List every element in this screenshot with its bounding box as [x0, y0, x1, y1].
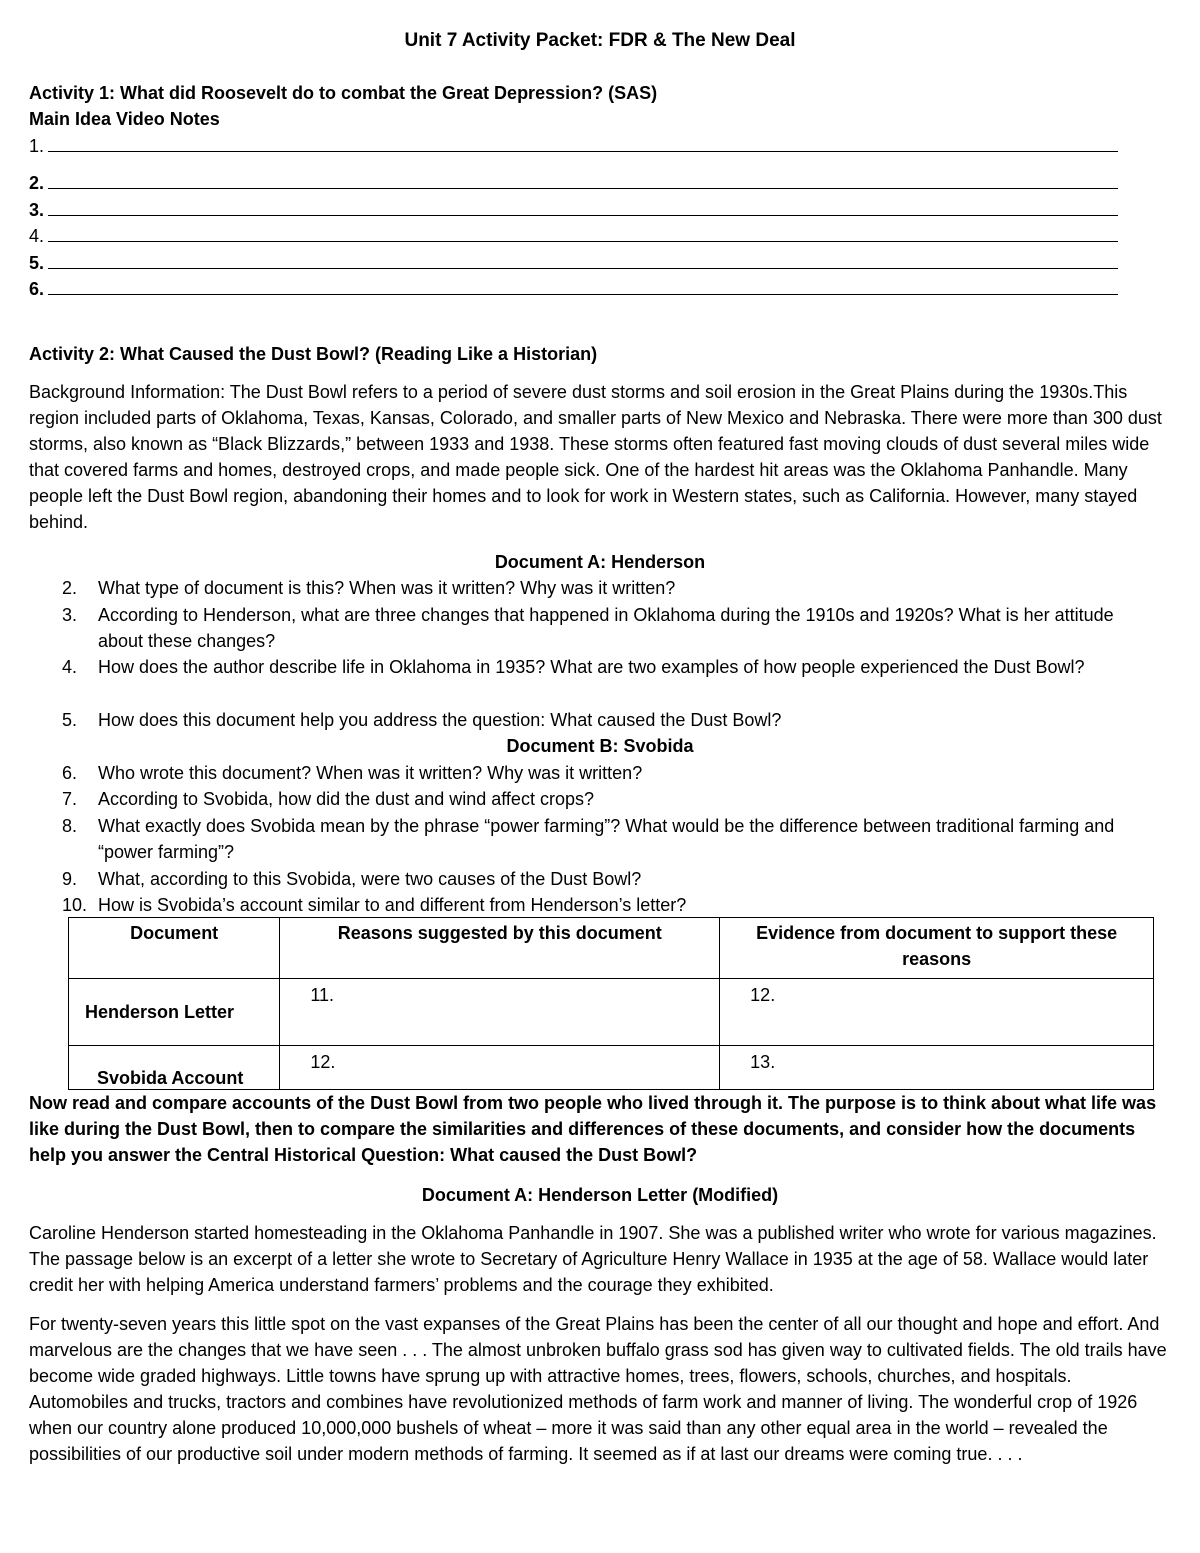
table-row	[69, 1046, 1154, 1090]
row-label: Svobida Account	[69, 1046, 280, 1090]
notes-line-2[interactable]	[29, 170, 1118, 196]
notes-line-4[interactable]	[29, 223, 1118, 249]
answer-cell[interactable]: 12.	[720, 979, 1154, 1046]
table-header-cell: Document	[69, 918, 280, 979]
notes-line-1[interactable]	[29, 133, 1118, 159]
answer-cell[interactable]: 12.	[280, 1046, 720, 1090]
notes-line-3[interactable]	[29, 197, 1118, 223]
answer-cell[interactable]: 13.	[720, 1046, 1154, 1090]
docA-heading: Document A: Henderson	[494, 552, 706, 572]
notes-line-number: 3.	[29, 200, 45, 220]
table-header-row	[69, 918, 1154, 979]
notes-line-5[interactable]	[29, 250, 1118, 276]
table-row	[69, 979, 1154, 1046]
background-paragraph: Background Information: The Dust Bowl refers to a period of severe dust storms and soil erosion in the Great Plains during the 1930s.This region included parts of Oklahoma, Texas, Kansas, Colorado, and smaller parts of New Mexico and Nebraska. There were more than 300 dust storms, also known as “Black Blizzards,” between 1933 and 1938. These storms often featured fast moving clouds of dust several miles wide that covered farms and homes, destroyed crops, and made people sick. One of the hardest hit areas was the Oklahoma Panhandle. Many people left the Dust Bowl region, abandoning their homes and to look for work in Western states, such as California. However, many stayed behind.	[29, 382, 1162, 532]
notes-line-number: 2.	[29, 173, 45, 193]
letter-body: For twenty-seven years this little spot on the vast expanses of the Great Plains has been the center of all our thought and hope and effort. And marvelous are the changes that we have seen . . . The almost unbroken buffalo grass sod has given way to cultivated fields. The old trails have become wide graded highways. Little towns have sprung up with attractive homes, trees, flowers, schools, churches, and hospitals. Automobiles and trucks, tractors and combines have revolutionized methods of farm work and manner of living. The wonderful crop of 1926 when our country alone produced 10,000,000 bushels of wheat – more it was said than any other equal area in the world – revealed the possibilities of our productive soil under modern methods of farming. It seemed as if at last our dreams were coming true. . . .	[29, 1314, 1167, 1464]
notes-line-number: 4.	[29, 226, 45, 246]
letter-heading: Document A: Henderson Letter (Modified)	[421, 1185, 779, 1205]
table-header-cell: Evidence from document to support these reasons	[720, 918, 1154, 979]
docB-heading: Document B: Svobida	[506, 736, 694, 756]
document-page: Unit 7 Activity Packet: FDR & The New Deal Activity 1: What did Roosevelt do to combat the Great Depression? (SAS) Main Idea Video Notes 1. 2. 3. 4. 5. 6. Activity 2: What Caused the Dust Bowl? (Reading Like a Historian) Background Information: The Dust Bowl refers to a period of severe dust storms and soil erosion in the Great Plains during the 1930s.This region included parts of Oklahoma, Texas, Kansas, Colorado, and smaller parts of New Mexico and Nebraska. There were more than 300 dust storms, also known as “Black Blizzards,” between 1933 and 1938. These storms often featured fast moving clouds of dust several miles wide that covered farms and homes, destroyed crops, and made people sick. One of the hardest hit areas was the Oklahoma Panhandle. Many people left the Dust Bowl region, abandoning their homes and to look for work in Western states, such as California. However, many stayed behind. Document A: Henderson 2. What type of document is this? When was it written? Why was it written? 3. According to Henderson, what are three changes that happened in Oklahoma during the 1910s and 1920s? What is her attitude about these changes? 4. How does the author describe life in Oklahoma in 1935? What are two examples of how people experienced the Dust Bowl? 5. How does this document help you address the question: What caused the Dust Bowl? Document B: Svobida 6. Who wrote this document? When was it written? Why was it written? 7. According to Svobida, how did the dust and wind affect crops? 8. What exactly does Svobida mean by the phrase “power farming”? What would be the difference between traditional farming and “power farming”? 9. What, according to this Svobida, were two causes of the Dust Bowl? 10. How is Svobida’s account similar to and different from Henderson’s letter? Document Reasons suggested by this document Evidence from document to support these reasons Henderson Letter 11. 12. Svobida Account 12. 13. Now read and compare accounts of the Dust Bowl from two people who lived through it. The purpose is to think about what life was like during the Dust Bowl, then to compare the similarities and differences of these documents, and consider how the documents help you answer the Central Historical Question: What caused the Dust Bowl? Document A: Henderson Letter (Modified) Caroline Henderson started homesteading in the Oklahoma Panhandle in 1907. She was a published writer who wrote for various magazines. The passage below is an excerpt of a letter she wrote to Secretary of Agriculture Henry Wallace in 1935 at the age of 58. Wallace would later credit her with helping America understand farmers’ problems and the courage they exhibited. For twenty-seven years this little spot on the vast expanses of the Great Plains has been the center of all our thought and hope and effort. And marvelous are the changes that we have seen . . . The almost unbroken buffalo grass sod has given way to cultivated fields. The old trails have become wide graded highways. Little towns have sprung up with attractive homes, trees, flowers, schools, churches, and hospitals. Automobiles and trucks, tractors and combines have revolutionized methods of farm work and manner of living. The wonderful crop of 1926 when our country alone produced 10,000,000 bushels of wheat – more it was said than any other equal area in the world – revealed the possibilities of our productive soil under modern methods of farming. It seemed as if at last our dreams were coming true. . . .	[0, 0, 1200, 1553]
activity2-heading: Activity 2: What Caused the Dust Bowl? (Reading Like a Historian)	[29, 344, 598, 364]
activity1-heading: Activity 1: What did Roosevelt do to combat the Great Depression? (SAS)	[29, 83, 658, 103]
notes-line-number: 6.	[29, 279, 45, 299]
row-label: Henderson Letter	[69, 979, 280, 1046]
answer-cell[interactable]: 11.	[280, 979, 720, 1046]
activity1-subheading: Main Idea Video Notes	[29, 109, 220, 129]
comparison-instructions: Now read and compare accounts of the Dust Bowl from two people who lived through it. The purpose is to think about what life was like during the Dust Bowl, then to compare the similarities and differences of these documents, and consider how the documents help you answer the Central Historical Question: What caused the Dust Bowl?	[29, 1093, 1157, 1165]
letter-intro: Caroline Henderson started homesteading in the Oklahoma Panhandle in 1907. She was a published writer who wrote for various magazines. The passage below is an excerpt of a letter she wrote to Secretary of Agriculture Henry Wallace in 1935 at the age of 58. Wallace would later credit her with helping America understand farmers’ problems and the courage they exhibited.	[29, 1223, 1157, 1295]
notes-line-number: 5.	[29, 253, 45, 273]
notes-line-number: 1.	[29, 136, 45, 156]
comparison-table	[68, 917, 1154, 1090]
notes-line-6[interactable]	[29, 276, 1118, 302]
table-header-cell: Reasons suggested by this document	[280, 918, 720, 979]
page-title: Unit 7 Activity Packet: FDR & The New Deal	[404, 30, 796, 51]
